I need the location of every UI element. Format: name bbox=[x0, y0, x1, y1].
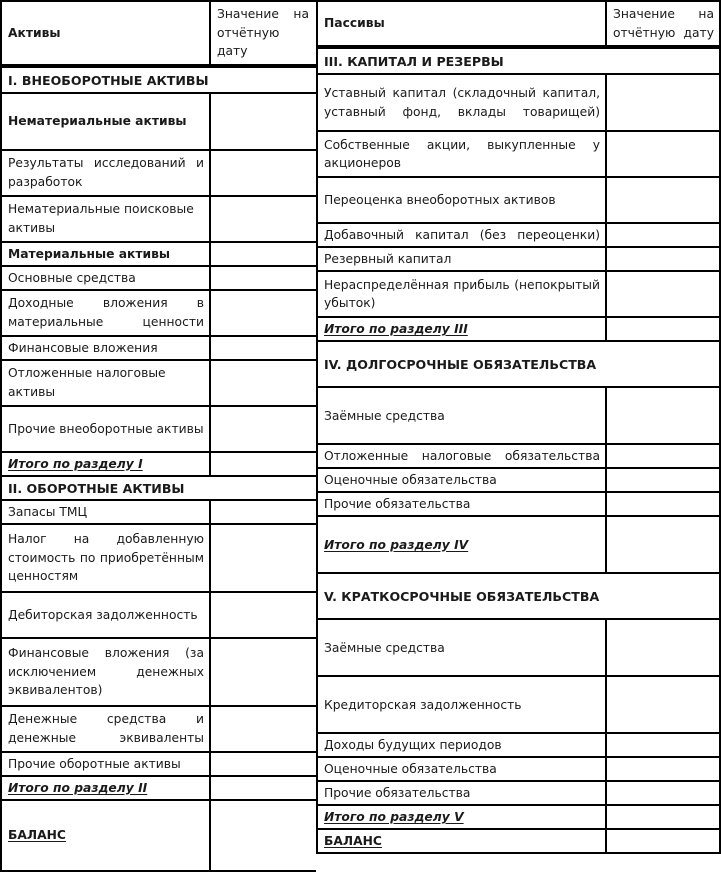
liabilities-body bbox=[316, 47, 721, 854]
liabilities-header-value: Значение на отчётную дату bbox=[613, 7, 714, 40]
row-label-cell bbox=[2, 777, 211, 799]
row-label: Добавочный капитал (без переоценки) bbox=[324, 228, 600, 243]
table-row bbox=[0, 94, 316, 151]
row-label-cell bbox=[2, 593, 211, 637]
section-header-label: V. КРАТКОСРОЧНЫЕ ОБЯЗАТЕЛЬСТВА bbox=[324, 588, 600, 604]
row-label-cell bbox=[318, 445, 607, 467]
table-row bbox=[316, 517, 721, 574]
row-label: Нематериальные активы bbox=[8, 114, 187, 129]
table-row bbox=[316, 620, 721, 677]
row-value-cell[interactable] bbox=[607, 272, 719, 316]
assets-table bbox=[0, 0, 316, 843]
row-label: Запасы ТМЦ bbox=[8, 504, 88, 519]
row-value-cell[interactable] bbox=[211, 501, 314, 523]
row-value-cell[interactable] bbox=[607, 388, 719, 443]
row-label: Прочие обязательства bbox=[324, 786, 471, 801]
row-label: Дебиторская задолженность bbox=[8, 607, 198, 622]
table-row bbox=[0, 525, 316, 593]
row-label-cell bbox=[318, 830, 607, 852]
table-row bbox=[0, 151, 316, 197]
row-label: Прочие обязательства bbox=[324, 497, 471, 512]
section-header-cell bbox=[2, 68, 314, 92]
row-value-cell[interactable] bbox=[211, 151, 314, 195]
row-label-cell bbox=[2, 197, 211, 241]
row-value-cell[interactable] bbox=[607, 224, 719, 246]
row-label: Доходные вложения в материальные ценности bbox=[8, 296, 204, 330]
row-label: Собственные акции, выкупленные у акционеров bbox=[324, 137, 600, 171]
row-value-cell[interactable] bbox=[607, 758, 719, 780]
table-row bbox=[0, 197, 316, 243]
liabilities-table bbox=[316, 0, 721, 849]
row-label: Итого по разделу V bbox=[324, 810, 464, 825]
row-label-cell bbox=[318, 318, 607, 340]
table-row bbox=[0, 707, 316, 753]
row-value-cell[interactable] bbox=[607, 517, 719, 572]
row-value-cell[interactable] bbox=[607, 830, 719, 852]
row-value-cell[interactable] bbox=[211, 197, 314, 241]
row-label: Итого по разделу I bbox=[8, 456, 143, 471]
row-label-cell bbox=[2, 801, 211, 870]
table-row bbox=[316, 47, 721, 75]
row-label: Переоценка внеоборотных активов bbox=[324, 193, 556, 208]
row-label: Денежные средства и денежные эквиваленты bbox=[8, 712, 204, 746]
table-row bbox=[0, 777, 316, 801]
row-label: Налог на добавленную стоимость по приобретённым ценностям bbox=[8, 532, 204, 584]
row-label: Нераспределённая прибыль (непокрытый убыток) bbox=[324, 277, 600, 311]
table-row bbox=[316, 830, 721, 854]
row-label-cell bbox=[318, 469, 607, 491]
row-label: Прочие внеоборотные активы bbox=[8, 421, 204, 436]
section-header-label: II. ОБОРОТНЫЕ АКТИВЫ bbox=[8, 480, 185, 496]
table-row bbox=[316, 248, 721, 272]
row-value-cell[interactable] bbox=[211, 593, 314, 637]
table-row bbox=[316, 469, 721, 493]
assets-body bbox=[0, 66, 316, 872]
row-label: Финансовые вложения bbox=[8, 340, 158, 355]
table-row bbox=[0, 243, 316, 267]
row-label: Уставный капитал (складочный капитал, уставный фонд, вклады товарищей) bbox=[324, 86, 600, 119]
row-label: Нематериальные поисковые активы bbox=[8, 202, 194, 236]
liabilities-header-row bbox=[316, 0, 721, 47]
row-label: Заёмные средства bbox=[324, 408, 445, 423]
table-row bbox=[0, 593, 316, 639]
table-row bbox=[316, 758, 721, 782]
row-label-cell bbox=[318, 517, 607, 572]
row-label-cell bbox=[2, 267, 211, 289]
row-label-cell bbox=[2, 707, 211, 751]
row-value-cell[interactable] bbox=[211, 243, 314, 265]
row-label-cell bbox=[2, 407, 211, 451]
row-label: Финансовые вложения (за исключением денежных эквивалентов) bbox=[8, 646, 204, 698]
row-label-cell bbox=[318, 248, 607, 270]
table-row bbox=[316, 75, 721, 132]
row-label-cell bbox=[2, 243, 211, 265]
table-row bbox=[0, 753, 316, 777]
row-label-cell bbox=[318, 493, 607, 515]
row-label-cell bbox=[318, 758, 607, 780]
row-label: Основные средства bbox=[8, 270, 136, 285]
table-row bbox=[316, 782, 721, 806]
table-row bbox=[316, 734, 721, 758]
row-label-cell bbox=[318, 677, 607, 732]
table-row bbox=[316, 342, 721, 388]
row-label-cell bbox=[2, 639, 211, 705]
row-value-cell[interactable] bbox=[607, 782, 719, 804]
row-value-cell[interactable] bbox=[607, 445, 719, 467]
row-value-cell[interactable] bbox=[211, 407, 314, 451]
row-value-cell[interactable] bbox=[211, 777, 314, 799]
row-label: Заёмные средства bbox=[324, 640, 445, 655]
row-label: БАЛАНС bbox=[324, 834, 382, 849]
row-label: Резервный капитал bbox=[324, 252, 452, 267]
row-label: Оценочные обязательства bbox=[324, 473, 497, 488]
row-label-cell bbox=[2, 753, 211, 775]
row-label: Прочие оборотные активы bbox=[8, 756, 181, 771]
table-row bbox=[0, 267, 316, 291]
table-row bbox=[316, 224, 721, 248]
row-label: Кредиторская задолженность bbox=[324, 697, 522, 712]
row-label: Итого по разделу III bbox=[324, 322, 468, 337]
row-value-cell[interactable] bbox=[211, 753, 314, 775]
table-row bbox=[0, 407, 316, 453]
row-value-cell[interactable] bbox=[607, 620, 719, 675]
table-row bbox=[316, 806, 721, 830]
row-label-cell bbox=[2, 151, 211, 195]
row-label-cell bbox=[318, 132, 607, 176]
row-label: Отложенные налоговые активы bbox=[8, 366, 166, 400]
row-label-cell bbox=[318, 75, 607, 130]
row-value-cell[interactable] bbox=[607, 132, 719, 176]
row-label-cell bbox=[318, 388, 607, 443]
table-row bbox=[0, 66, 316, 94]
row-value-cell[interactable] bbox=[211, 453, 314, 475]
row-label-cell bbox=[318, 782, 607, 804]
row-label: Оценочные обязательства bbox=[324, 762, 497, 777]
row-label: Материальные активы bbox=[8, 246, 171, 261]
row-label-cell bbox=[2, 361, 211, 405]
section-header-cell bbox=[318, 574, 719, 618]
table-row bbox=[0, 477, 316, 501]
row-value-cell[interactable] bbox=[607, 734, 719, 756]
row-label-cell bbox=[318, 734, 607, 756]
table-row bbox=[0, 361, 316, 407]
row-label: Результаты исследований и разработок bbox=[8, 156, 204, 190]
liabilities-header-label: Пассивы bbox=[318, 2, 607, 45]
row-value-cell[interactable] bbox=[211, 291, 314, 335]
table-row bbox=[0, 453, 316, 477]
section-header-label: III. КАПИТАЛ И РЕЗЕРВЫ bbox=[324, 53, 504, 69]
row-label: Отложенные налоговые обязательства bbox=[324, 449, 600, 464]
row-label-cell bbox=[2, 525, 211, 591]
table-row bbox=[316, 445, 721, 469]
row-label: Доходы будущих периодов bbox=[324, 738, 502, 753]
row-value-cell[interactable] bbox=[211, 525, 314, 591]
row-label: БАЛАНС bbox=[8, 828, 66, 843]
row-value-cell[interactable] bbox=[607, 318, 719, 340]
row-label-cell bbox=[2, 453, 211, 475]
assets-header-row bbox=[0, 0, 316, 66]
assets-header-value: Значение на отчётную дату bbox=[217, 7, 309, 59]
table-row bbox=[316, 132, 721, 178]
row-value-cell[interactable] bbox=[607, 469, 719, 491]
row-value-cell[interactable] bbox=[607, 806, 719, 828]
row-label-cell bbox=[318, 178, 607, 222]
assets-header-label: Активы bbox=[2, 2, 211, 64]
table-row bbox=[0, 291, 316, 337]
row-value-cell[interactable] bbox=[607, 248, 719, 270]
row-label-cell bbox=[318, 620, 607, 675]
row-label: Итого по разделу II bbox=[8, 780, 148, 795]
row-label-cell bbox=[2, 501, 211, 523]
table-row bbox=[0, 639, 316, 707]
row-label-cell bbox=[2, 94, 211, 149]
section-header-label: I. ВНЕОБОРОТНЫЕ АКТИВЫ bbox=[8, 72, 209, 88]
row-value-cell[interactable] bbox=[607, 493, 719, 515]
row-label: Итого по разделу IV bbox=[324, 537, 469, 552]
table-row bbox=[0, 337, 316, 361]
row-label-cell bbox=[2, 337, 211, 359]
row-value-cell[interactable] bbox=[211, 707, 314, 751]
row-value-cell[interactable] bbox=[211, 337, 314, 359]
row-label-cell bbox=[318, 224, 607, 246]
table-row bbox=[316, 272, 721, 318]
row-value-cell[interactable] bbox=[211, 94, 314, 149]
section-header-cell bbox=[318, 49, 719, 73]
row-label-cell bbox=[318, 806, 607, 828]
row-value-cell[interactable] bbox=[211, 801, 314, 870]
row-value-cell[interactable] bbox=[211, 267, 314, 289]
row-value-cell[interactable] bbox=[211, 639, 314, 705]
section-header-label: IV. ДОЛГОСРОЧНЫЕ ОБЯЗАТЕЛЬСТВА bbox=[324, 356, 597, 372]
table-row bbox=[316, 677, 721, 734]
table-row bbox=[0, 501, 316, 525]
section-header-cell bbox=[318, 342, 719, 386]
table-row bbox=[316, 178, 721, 224]
row-label-cell bbox=[318, 272, 607, 316]
table-row bbox=[316, 493, 721, 517]
row-value-cell[interactable] bbox=[607, 677, 719, 732]
table-row bbox=[316, 574, 721, 620]
table-row bbox=[316, 388, 721, 445]
row-value-cell[interactable] bbox=[607, 75, 719, 130]
row-label-cell bbox=[2, 291, 211, 335]
section-header-cell bbox=[2, 477, 314, 499]
table-row bbox=[316, 318, 721, 342]
row-value-cell[interactable] bbox=[211, 361, 314, 405]
row-value-cell[interactable] bbox=[607, 178, 719, 222]
